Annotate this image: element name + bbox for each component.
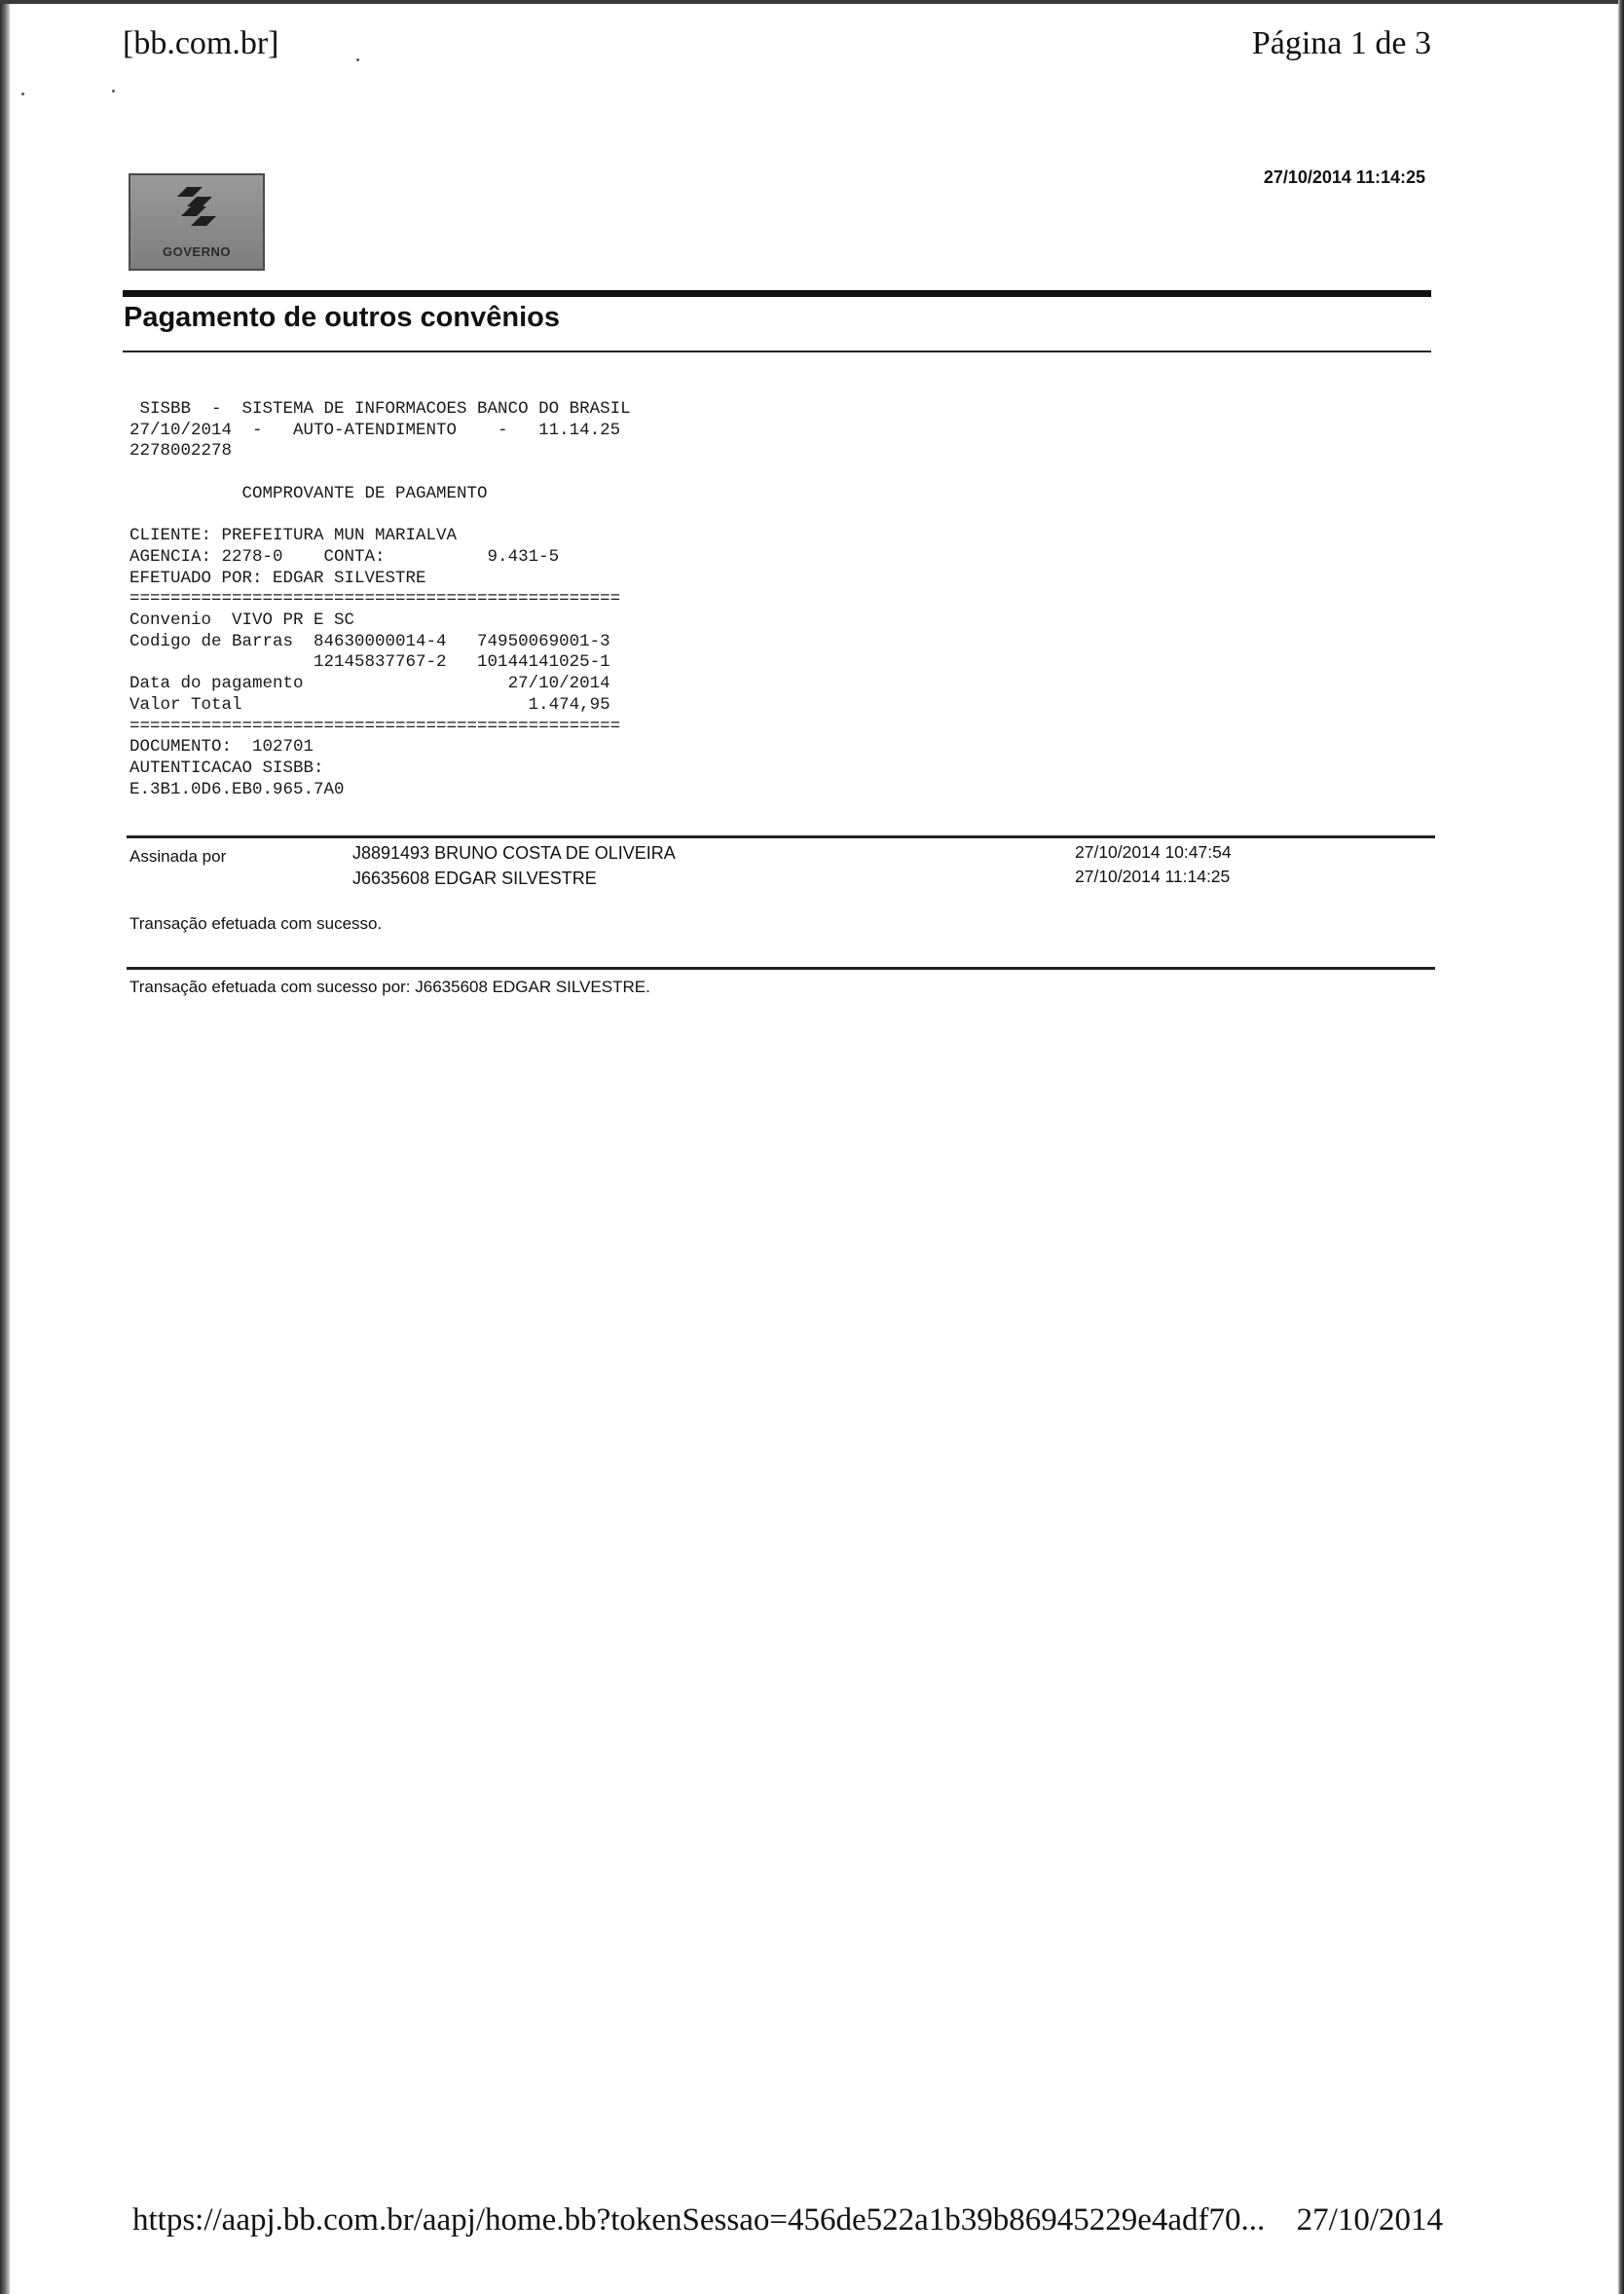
receipt-line: EFETUADO POR: EDGAR SILVESTRE bbox=[129, 568, 426, 588]
receipt-line: DOCUMENTO: 102701 bbox=[129, 737, 314, 758]
receipt-line: 12145837767-2 10144141025-1 bbox=[129, 652, 610, 673]
logo-label: GOVERNO bbox=[163, 244, 231, 259]
receipt-line: CLIENTE: PREFEITURA MUN MARIALVA bbox=[129, 526, 458, 546]
receipt-line: 27/10/2014 - AUTO-ATENDIMENTO - 11.14.25 bbox=[129, 420, 621, 440]
print-footer-date: 27/10/2014 bbox=[1296, 2202, 1443, 2238]
receipt-line: AUTENTICACAO SISBB: bbox=[129, 758, 324, 778]
signer-name: J6635608 EDGAR SILVESTRE bbox=[352, 869, 597, 888]
receipt-line: ================================================ bbox=[129, 716, 621, 736]
print-footer-url: https://aapj.bb.com.br/aapj/home.bb?tokenSessao=456de522a1b39b86945229e4adf70... bbox=[132, 2202, 1266, 2238]
scan-edge-left bbox=[0, 0, 10, 2294]
print-timestamp: 27/10/2014 11:14:25 bbox=[1263, 167, 1425, 187]
title-divider-thick bbox=[123, 290, 1431, 297]
receipt-line: COMPROVANTE DE PAGAMENTO bbox=[129, 483, 488, 503]
signature-datetime: 27/10/2014 11:14:25 bbox=[1075, 867, 1231, 886]
banco-do-brasil-logo-icon bbox=[167, 183, 226, 234]
signer-name: J8891493 BRUNO COSTA DE OLIVEIRA bbox=[352, 843, 676, 863]
receipt-line: 2278002278 bbox=[129, 441, 233, 462]
scan-edge-top bbox=[0, 0, 1624, 4]
receipt-line: Codigo de Barras 84630000014-4 74950069001-3 bbox=[129, 631, 610, 651]
receipt-line: E.3B1.0D6.EB0.965.7A0 bbox=[129, 779, 345, 799]
receipt-line: Data do pagamento 27/10/2014 bbox=[129, 674, 610, 694]
status-divider bbox=[127, 967, 1435, 970]
receipt-line: ================================================ bbox=[129, 589, 621, 610]
receipt-line: Valor Total 1.474,95 bbox=[129, 694, 610, 715]
receipt-line: SISBB - SISTEMA DE INFORMACOES BANCO DO BRASIL bbox=[129, 399, 631, 419]
receipt-line: AGENCIA: 2278-0 CONTA: 9.431-5 bbox=[129, 546, 560, 567]
governo-logo bbox=[129, 173, 265, 271]
signature-divider bbox=[127, 835, 1435, 838]
receipt-line: Convenio VIVO PR E SC bbox=[129, 610, 355, 631]
payment-receipt bbox=[129, 399, 631, 800]
scan-speck bbox=[21, 92, 24, 95]
print-header-site: [bb.com.br] bbox=[123, 25, 279, 61]
signature-datetime: 27/10/2014 10:47:54 bbox=[1075, 842, 1232, 862]
scan-speck bbox=[112, 90, 115, 92]
print-header-page-number: Página 1 de 3 bbox=[1251, 25, 1431, 61]
transaction-success-by-message: Transação efetuada com sucesso por: J6635608 EDGAR SILVESTRE. bbox=[129, 978, 650, 996]
transaction-success-message: Transação efetuada com sucesso. bbox=[129, 914, 383, 933]
scan-speck bbox=[356, 58, 359, 61]
scan-edge-right bbox=[1618, 0, 1624, 2294]
signed-by-label: Assinada por bbox=[129, 847, 227, 866]
title-divider-thin bbox=[123, 351, 1431, 352]
page-title: Pagamento de outros convênios bbox=[124, 302, 560, 333]
